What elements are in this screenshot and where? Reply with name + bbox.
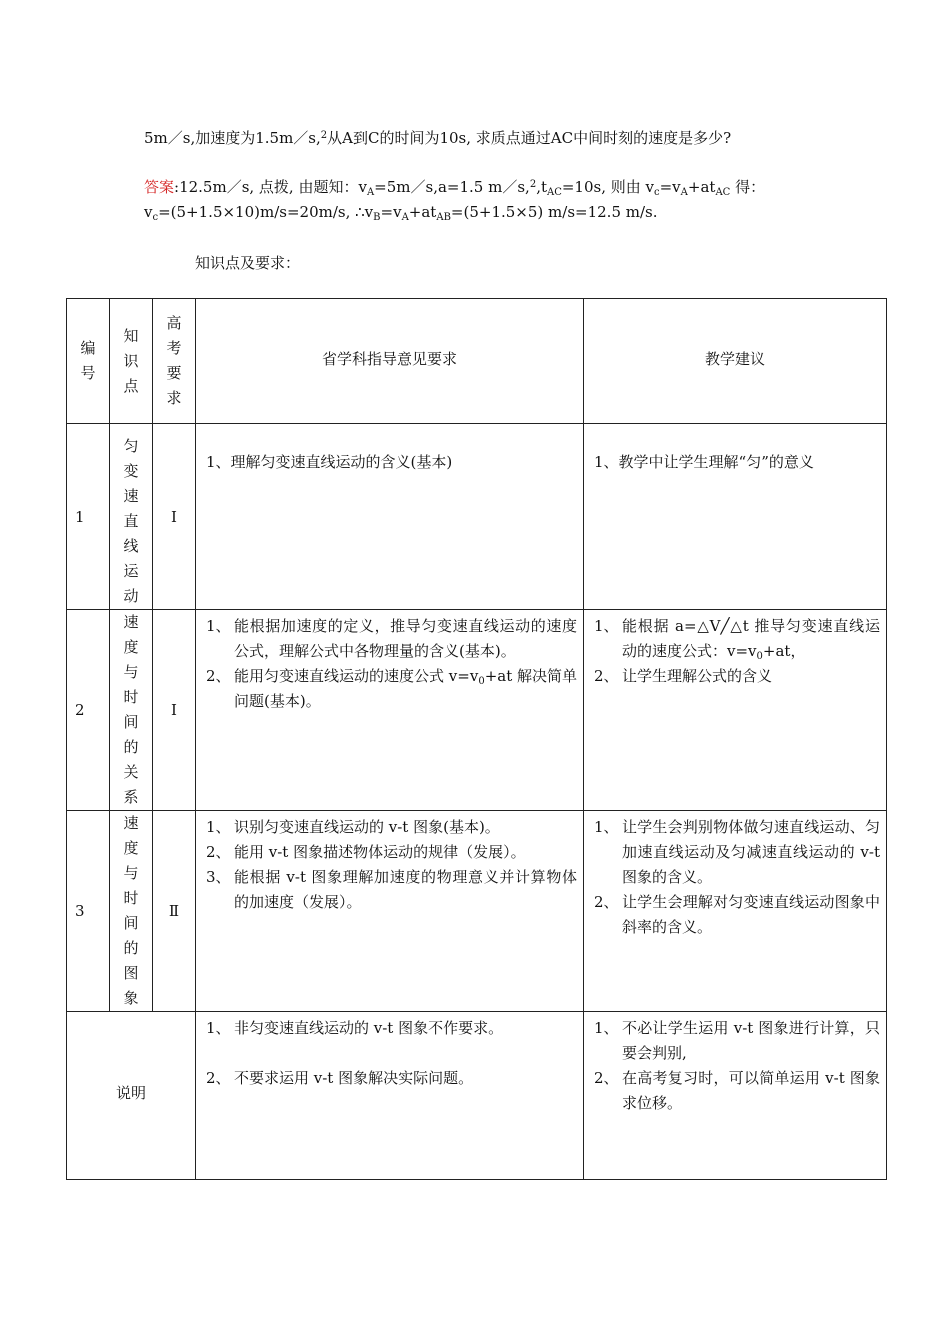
answer-text: 得： [730,178,766,196]
row-knowledge [110,610,153,811]
knowledge-char: 匀 [123,437,139,455]
knowledge-char: 系 [123,788,139,806]
list-item [594,1016,880,1066]
knowledge-char: 的 [123,939,139,957]
knowledge-char: 速 [123,487,139,505]
knowledge-char: 运 [123,562,139,580]
list-item [594,815,880,890]
list-index: 1、 [206,617,231,635]
list-text: 在高考复习时，可以简单运用 v-t 图象求位移。 [622,1069,880,1112]
table-row [67,424,887,610]
question-part: 从A到C的时间为10s, 求质点通过AC中间时刻的速度是多少? [327,129,732,147]
knowledge-char: 变 [123,462,139,480]
answer-subscript: AC [715,187,731,198]
list-item [206,664,577,714]
row-provincial [196,811,584,1012]
list-index: 2、 [594,1069,619,1087]
header-number [67,299,110,424]
list-index: 1、 [594,1019,619,1037]
row-knowledge [110,811,153,1012]
row-teaching: 1、教学中让学生理解“匀”的意义 [584,424,887,610]
list-index: 3、 [206,868,231,886]
knowledge-char: 象 [123,989,139,1007]
answer-text: =v [380,203,402,221]
answer-text: ,t [536,178,547,196]
answer-text: +at [687,178,716,196]
answer-subscript: A [680,187,688,198]
knowledge-char: 速 [123,613,139,631]
answer-text: v [144,203,153,221]
section-title: 知识点及要求： [195,254,301,272]
knowledge-char: 间 [123,713,139,731]
row-teaching [584,610,887,811]
header-char: 求 [166,389,182,407]
header-char: 识 [123,351,139,370]
list-index: 1、 [594,617,619,635]
list-item [594,890,880,940]
header-knowledge [110,299,153,424]
row-teaching [584,811,887,1012]
list-item [206,865,577,915]
list-text: 让学生会理解对匀变速直线运动图象中斜率的含义。 [622,893,880,936]
answer-subscript: AB [436,212,451,223]
answer-text: =5m／s,a=1.5 m／s, [374,178,530,196]
knowledge-char: 间 [123,914,139,932]
knowledge-table [66,298,887,1180]
answer-text: :12.5m／s, 点拨, 由题知：v [174,178,367,196]
list-item [206,614,577,664]
list-text: 不必让学生运用 v-t 图象进行计算，只要会判别, [622,1019,880,1062]
header-char: 编 [80,339,96,357]
question-text [144,128,731,148]
row-level: Ⅰ [153,610,196,811]
list-item [206,1066,577,1091]
list-subscript: 0 [478,676,485,687]
list-text: 让学生理解公式的含义 [622,667,773,685]
note-label: 说明 [67,1012,196,1180]
answer-subscript: A [366,187,375,198]
answer-subscript: A [401,212,409,223]
table-row [67,610,887,811]
list-item [206,840,577,865]
list-index: 2、 [206,667,231,685]
row-number: 2 [67,610,110,811]
header-char: 要 [166,364,182,382]
answer-subscript: B [373,212,381,223]
knowledge-char: 直 [123,512,139,530]
list-text: 让学生会判别物体做匀速直线运动、匀加速直线运动及匀减速直线运动的 v-t 图象的含义。 [622,818,880,886]
note-provincial [196,1012,584,1180]
list-text: 能用 v-t 图象描述物体运动的规律（发展）。 [234,843,526,861]
list-index: 2、 [206,1069,231,1087]
row-knowledge [110,424,153,610]
row-level: Ⅱ [153,811,196,1012]
list-index: 2、 [594,893,619,911]
knowledge-char: 线 [123,537,139,555]
list-item [594,614,880,664]
row-number: 3 [67,811,110,1012]
header-char: 点 [123,376,139,395]
header-char: 号 [80,364,96,382]
knowledge-char: 时 [123,688,139,706]
answer-line-1 [144,177,765,197]
answer-text: =10s, 则由 v [561,178,654,196]
header-char: 高 [166,314,182,332]
knowledge-char: 速 [123,814,139,832]
list-text: +at， [762,642,806,660]
knowledge-char: 与 [123,663,139,681]
list-gap [206,1041,577,1066]
list-text: 非匀变速直线运动的 v-t 图象不作要求。 [234,1019,504,1037]
header-level [153,299,196,424]
header-char: 考 [166,339,182,357]
knowledge-char: 动 [123,587,139,605]
list-text: 能根据加速度的定义，推导匀变速直线运动的速度公式，理解公式中各物理量的含义(基本)。 [234,617,577,660]
list-index: 1、 [594,818,619,836]
knowledge-char: 的 [123,738,139,756]
list-text: 识别匀变速直线运动的 v-t 图象(基本)。 [234,818,500,836]
row-provincial: 1、理解匀变速直线运动的含义(基本) [196,424,584,610]
knowledge-char: 与 [123,864,139,882]
answer-subscript: AC [546,187,562,198]
list-index: 1、 [206,1019,231,1037]
row-level: Ⅰ [153,424,196,610]
knowledge-char: 关 [123,763,139,781]
question-superscript: 2 [320,130,328,141]
row-provincial [196,610,584,811]
answer-text: =v [659,178,681,196]
list-index: 1、 [206,818,231,836]
list-index: 2、 [594,667,619,685]
table-row [67,811,887,1012]
list-index: 2、 [206,843,231,861]
question-part: 5m／s,加速度为1.5m／s, [144,129,321,147]
answer-subscript: c [654,187,660,198]
header-char: 知 [123,326,139,345]
header-provincial: 省学科指导意见要求 [196,299,584,424]
answer-label: 答案 [144,178,175,196]
answer-line-2 [144,202,658,222]
knowledge-char: 度 [123,638,139,656]
note-teaching [584,1012,887,1180]
list-text: +at 解决简单问题(基本)。 [234,667,577,710]
answer-superscript: 2 [529,179,537,190]
list-item [594,1066,880,1116]
answer-subscript: c [152,212,159,223]
list-text: 能根据 v-t 图象理解加速度的物理意义并计算物体的加速度（发展）。 [234,868,577,911]
knowledge-char: 图 [123,964,139,982]
knowledge-char: 时 [123,889,139,907]
list-item [206,815,577,840]
list-text: 能根据 a=△V╱△t 推导匀变速直线运动的速度公式：v=v [622,617,880,660]
list-subscript: 0 [756,651,763,662]
header-teaching: 教学建议 [584,299,887,424]
table-note-row [67,1012,887,1180]
row-number: 1 [67,424,110,610]
answer-text: +at [408,203,437,221]
list-text: 不要求运用 v-t 图象解决实际问题。 [234,1069,474,1087]
answer-text: =(5+1.5×5) m/s=12.5 m/s. [450,203,658,221]
table-header-row [67,299,887,424]
answer-text: =(5+1.5×10)m/s=20m/s, ∴v [158,203,374,221]
list-item [594,664,880,689]
list-item [206,1016,577,1041]
knowledge-char: 度 [123,839,139,857]
list-text: 能用匀变速直线运动的速度公式 v=v [234,667,479,685]
